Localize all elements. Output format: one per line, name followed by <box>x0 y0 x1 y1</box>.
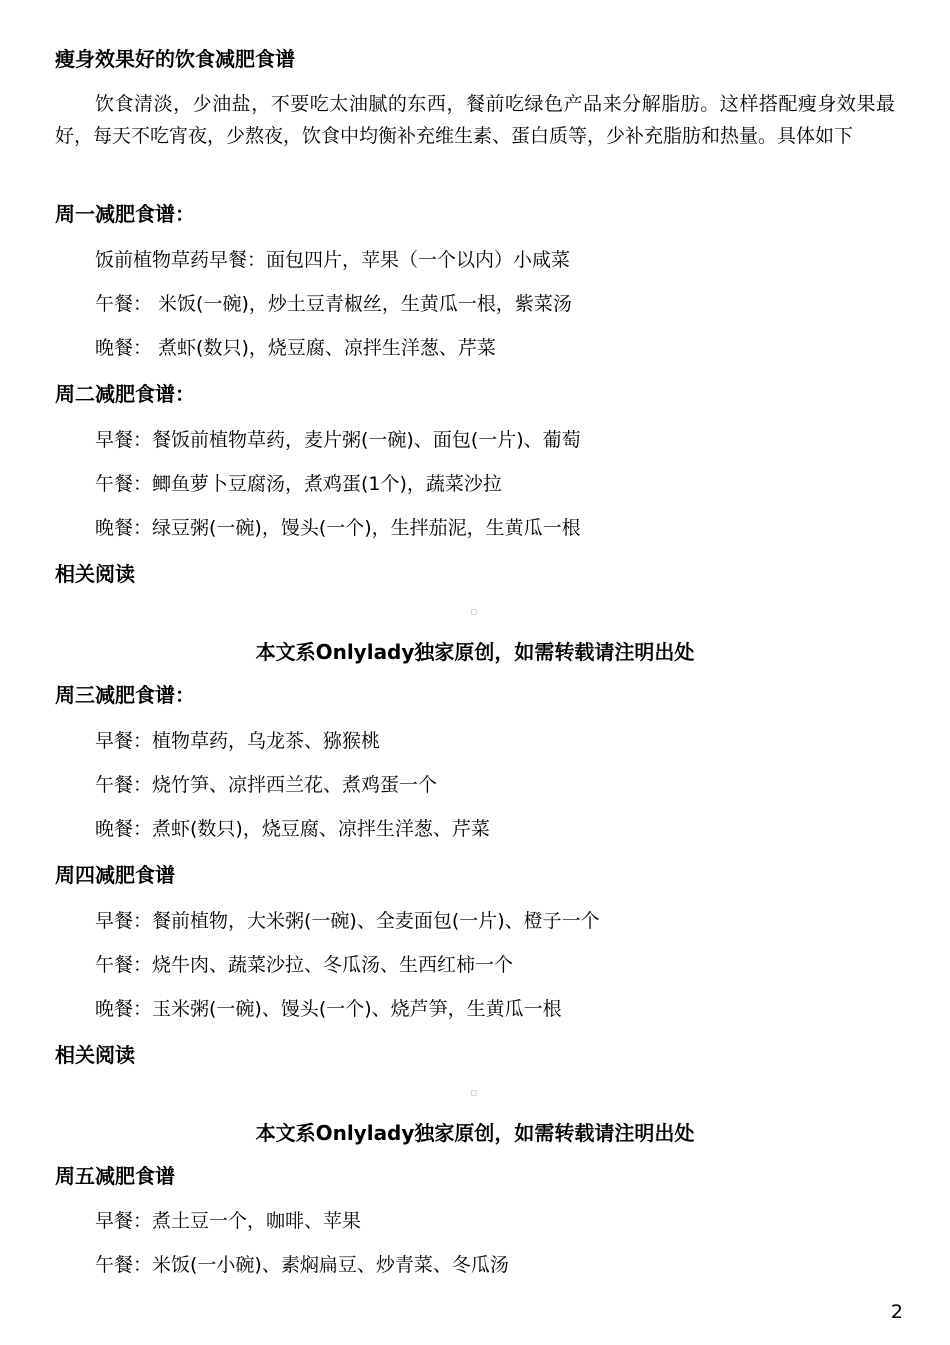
broken-image-placeholder <box>471 1090 477 1096</box>
monday-lunch: 午餐： 米饭(一碗)，炒土豆青椒丝，生黄瓜一根，紫菜汤 <box>95 293 572 315</box>
tuesday-lunch: 午餐：鲫鱼萝卜豆腐汤，煮鸡蛋(1个)，蔬菜沙拉 <box>95 473 502 495</box>
related-reading-link[interactable]: 相关阅读 <box>55 1043 135 1067</box>
intro-paragraph: 饮食清淡，少油盐，不要吃太油腻的东西，餐前吃绿色产品来分解脂肪。这样搭配瘦身效果最好，每天不吃宵夜，少熬夜，饮食中均衡补充维生素、蛋白质等，少补充脂肪和热量。具体如下 <box>55 93 895 147</box>
thursday-breakfast: 早餐：餐前植物，大米粥(一碗)、全麦面包(一片)、橙子一个 <box>95 910 600 932</box>
monday-dinner: 晚餐： 煮虾(数只)，烧豆腐、凉拌生洋葱、芹菜 <box>95 337 496 359</box>
tuesday-heading: 周二减肥食谱： <box>55 382 195 406</box>
monday-heading: 周一减肥食谱： <box>55 202 195 226</box>
wednesday-heading: 周三减肥食谱： <box>55 683 195 707</box>
copyright-note: 本文系Onlylady独家原创，如需转载请注明出处 <box>255 1121 695 1145</box>
copyright-note: 本文系Onlylady独家原创，如需转载请注明出处 <box>255 640 695 664</box>
thursday-heading: 周四减肥食谱 <box>55 863 175 887</box>
monday-breakfast: 饭前植物草药早餐：面包四片，苹果（一个以内）小咸菜 <box>95 249 571 271</box>
friday-breakfast: 早餐：煮土豆一个，咖啡、苹果 <box>95 1210 362 1232</box>
broken-image-placeholder <box>471 609 477 615</box>
wednesday-breakfast: 早餐：植物草药，乌龙茶、猕猴桃 <box>95 730 381 752</box>
friday-lunch: 午餐：米饭(一小碗)、素焖扁豆、炒青菜、冬瓜汤 <box>95 1254 509 1276</box>
thursday-lunch: 午餐：烧牛肉、蔬菜沙拉、冬瓜汤、生西红柿一个 <box>95 954 514 976</box>
page-number: 2 <box>890 1301 903 1323</box>
friday-heading: 周五减肥食谱 <box>55 1164 175 1188</box>
thursday-dinner: 晚餐：玉米粥(一碗)、馒头(一个)、烧芦笋，生黄瓜一根 <box>95 998 562 1020</box>
tuesday-dinner: 晚餐：绿豆粥(一碗)，馒头(一个)，生拌茄泥，生黄瓜一根 <box>95 517 581 539</box>
wednesday-dinner: 晚餐：煮虾(数只)，烧豆腐、凉拌生洋葱、芹菜 <box>95 818 490 840</box>
document-title: 瘦身效果好的饮食减肥食谱 <box>55 47 295 71</box>
related-reading-link[interactable]: 相关阅读 <box>55 562 135 586</box>
wednesday-lunch: 午餐：烧竹笋、凉拌西兰花、煮鸡蛋一个 <box>95 774 438 796</box>
tuesday-breakfast: 早餐：餐饭前植物草药，麦片粥(一碗)、面包(一片)、葡萄 <box>95 429 581 451</box>
